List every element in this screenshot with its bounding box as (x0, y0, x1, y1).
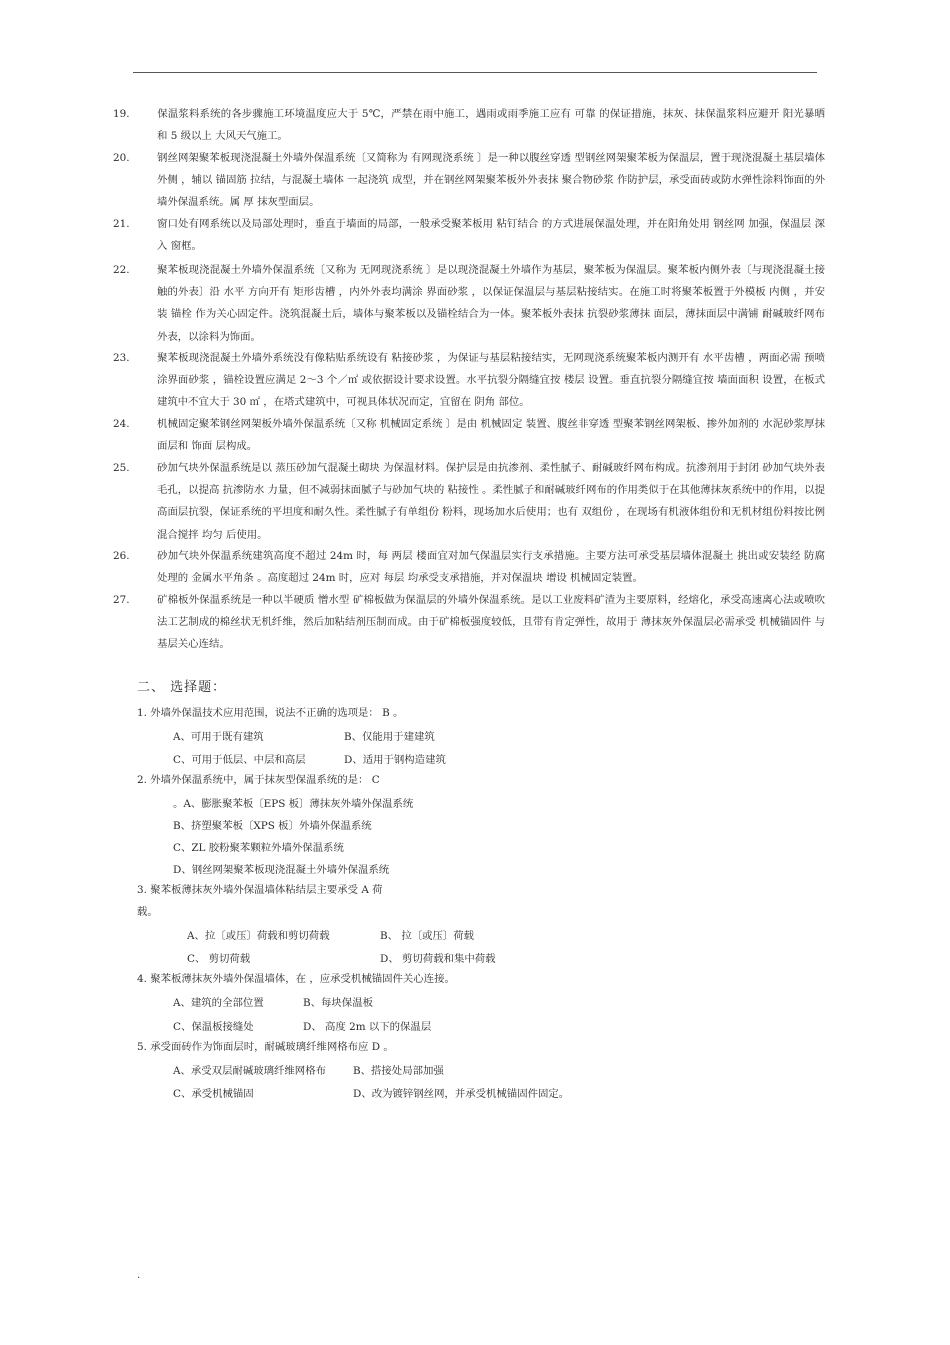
question-24 (113, 413, 825, 457)
question-number: 20. (113, 152, 130, 164)
question-25 (113, 457, 825, 546)
question-text: 砂加气块外保温系统建筑高度不超过 24m 时，每 两层 楼面宜对加气保温层实行支承措施。主要方法可承受基层墙体混凝土 挑出或安装经 防腐 处理的 金属水平角条 。高度超过 24m 时，应对 每层 均承受支承措施，并对保温块 增设 机械固定装置。 (157, 550, 825, 585)
mc-question-1: 1. 外墙外保温技术应用范围，说法不正确的选项是： B 。 (137, 707, 404, 719)
mc3-option-b: B、 拉〔或压〕荷载 (380, 930, 475, 942)
question-text: 保温浆料系统的各步骤施工环境温度应大于 5℃，严禁在雨中施工，遇雨或雨季施工应有 可靠 的保证措施，抹灰、抹保温浆料应避开 阳光暴晒 和 5 级以上 大风天气施工。 (157, 108, 825, 143)
question-27 (113, 589, 825, 656)
mc1-option-d: D、适用于钢构造建筑 (344, 754, 446, 766)
mc2-option-d: D、钢丝网架聚苯板现浇混凝土外墙外保温系统 (173, 864, 390, 876)
question-number: 22. (113, 264, 130, 276)
mc3-option-c: C、 剪切荷载 (187, 953, 251, 965)
mc5-option-a: A、承受双层耐碱玻璃纤维网格布 (173, 1065, 326, 1077)
mc-question-3-cont: 载。 (137, 906, 158, 918)
question-number: 21. (113, 218, 130, 230)
question-number: 26. (113, 550, 130, 562)
mc5-option-d: D、改为镀锌钢丝网，并承受机械锚固件固定。 (353, 1088, 570, 1100)
question-number: 19. (113, 108, 130, 120)
mc-question-4: 4. 聚苯板薄抹灰外墙外保温墙体，在 ，应承受机械锚固件关心连接。 (137, 973, 455, 985)
question-text: 矿棉板外保温系统是一种以半硬质 憎水型 矿棉板做为保温层的外墙外保温系统。是以工业废料矿渣为主要原料，经熔化，承受高速离心法或喷吹法工艺制成的棉丝状无机纤维，然后加粘结剂压制而成。由于矿棉板强度较低，且带有肯定弹性，故用于 薄抹灰外保温层必需承受 机械锚固件 与基层关心连结。 (157, 594, 825, 651)
mc3-option-d: D、 剪切荷载和集中荷载 (380, 953, 496, 965)
question-number: 25. (113, 462, 130, 474)
question-22 (113, 259, 825, 348)
section-title: 二、 选择题： (137, 680, 227, 695)
mc2-option-b: B、挤塑聚苯板〔XPS 板〕外墙外保温系统 (173, 820, 372, 832)
mc3-option-a: A、拉〔或压〕荷载和剪切荷载 (187, 930, 330, 942)
question-text: 砂加气块外保温系统是以 蒸压砂加气混凝土砌块 为保温材料。保护层是由抗渗剂、柔性腻子、耐碱玻纤网布构成。抗渗剂用于封闭 砂加气块外表毛孔，以提高 抗渗防水 力量，但不减弱抹面腻子与砂加气块的 粘接性 。柔性腻子和耐碱玻纤网布的作用类似于在其他薄抹灰系统中的作用，以提高面层抗裂，保证系统的平坦度和耐久性。柔性腻子有单组份 粉料，现场加水后使用；也有 双组份 ，在现场有机液体组份和无机材组份料按比例混合搅拌 均匀 后使用。 (157, 462, 825, 541)
mc1-option-c: C、可用于低层、中层和高层 (173, 754, 306, 766)
mc-question-5: 5. 承受面砖作为饰面层时，耐碱玻璃纤维网格布应 D 。 (137, 1041, 394, 1053)
mc5-option-b: B、搭接处局部加强 (353, 1065, 444, 1077)
mc4-option-d: D、 高度 2m 以下的保温层 (303, 1021, 432, 1033)
mc1-option-b: B、仅能用于建建筑 (344, 731, 435, 743)
footer-dot: . (137, 1270, 141, 1281)
question-21 (113, 213, 825, 257)
question-text: 聚苯板现浇混凝土外墙外系统没有像粘贴系统设有 粘接砂浆 ，为保证与基层粘接结实，无网现浇系统聚苯板内测开有 水平齿槽 ，两面必需 预喷涂界面砂浆 ，锚栓设置应满足 2～3 个／㎡ 或依据设计要求设置。水平抗裂分隔缝宜按 楼层 设置。垂直抗裂分隔缝宜按 墙面面积 设置，在板式建筑中不宜大于 30 ㎡ ，在塔式建筑中，可视具体状况而定，宜留在 阴角 部位。 (157, 352, 825, 409)
mc4-option-c: C、保温板接缝处 (173, 1021, 254, 1033)
question-number: 24. (113, 418, 130, 430)
mc-question-2: 2. 外墙外保温系统中，属于抹灰型保温系统的是： C (137, 774, 380, 786)
mc2-option-c: C、ZL 胶粉聚苯颗粒外墙外保温系统 (173, 842, 344, 854)
question-number: 27. (113, 594, 130, 606)
mc1-option-a: A、可用于既有建筑 (173, 731, 264, 743)
question-23 (113, 347, 825, 414)
question-text: 钢丝网架聚苯板现浇混凝土外墙外保温系统〔又简称为 有网现浇系统 〕是一种以腹丝穿透 型钢丝网架聚苯板为保温层，置于现浇混凝土基层墙体 外侧 ，辅以 锚固筋 拉结，与混凝土墙体 一起浇筑 成型，并在钢丝网架聚苯板外外表抹 聚合物砂浆 作防护层，承受面砖或防水弹性涂料饰面的外墙外保温系统。属 厚 抹灰型面层。 (157, 152, 825, 209)
mc2-option-a: 。A、膨胀聚苯板〔EPS 板〕薄抹灰外墙外保温系统 (173, 798, 414, 810)
mc5-option-c: C、承受机械锚固 (173, 1088, 254, 1100)
mc4-option-a: A、建筑的全部位置 (173, 997, 264, 1009)
mc4-option-b: B、每块保温板 (303, 997, 373, 1009)
question-text: 窗口处有网系统以及局部处理时，垂直于墙面的局部，一般承受聚苯板用 粘钉结合 的方式进展保温处理，并在阳角处用 钢丝网 加强，保温层 深入 窗框。 (157, 218, 825, 253)
question-19 (113, 103, 825, 147)
header-rule (133, 72, 817, 73)
question-number: 23. (113, 352, 130, 364)
question-text: 聚苯板现浇混凝土外墙外保温系统〔又称为 无网现浇系统 〕是以现浇混凝土外墙作为基层，聚苯板为保温层。聚苯板内侧外表〔与现浇混凝土接触的外表〕沿 水平 方向开有 矩形齿槽 ，内外外表均满涂 界面砂浆 ，以保证保温层与基层粘接结实。在施工时将聚苯板置于外模板 内侧 ，并安装 锚栓 作为关心固定件。浇筑混凝土后，墙体与聚苯板以及锚栓结合为一体。聚苯板外表抹 抗裂砂浆薄抹 面层，薄抹面层中满铺 耐碱玻纤网布 外表，以涂料为饰面。 (157, 264, 825, 343)
question-20 (113, 147, 825, 214)
question-26 (113, 545, 825, 589)
question-text: 机械固定聚苯钢丝网架板外墙外保温系统〔又称 机械固定系统 〕是由 机械固定 装置、腹丝非穿透 型聚苯钢丝网架板、掺外加剂的 水泥砂浆厚抹 面层和 饰面 层构成。 (157, 418, 825, 453)
mc-question-3: 3. 聚苯板薄抹灰外墙外保温墙体粘结层主要承受 A 荷 (137, 884, 383, 896)
